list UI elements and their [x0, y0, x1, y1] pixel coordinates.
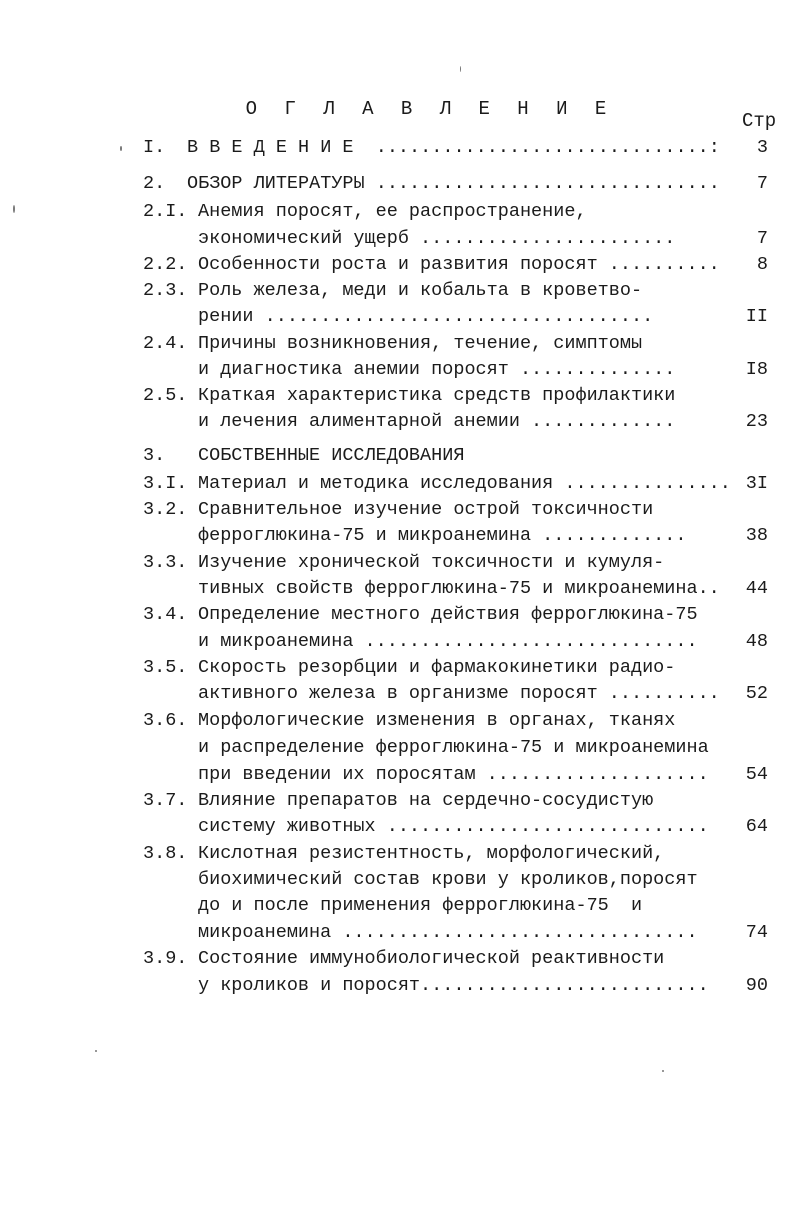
entry-page: II — [745, 306, 768, 327]
entry-number: 2.4. — [143, 333, 188, 354]
entry-number: 3.I. — [143, 473, 188, 494]
entry-line: экономический ущерб ....................... — [198, 228, 676, 249]
entry-line: и микроанемина .............................. — [198, 631, 698, 652]
entry-line: Сравнительное изучение острой токсичности — [198, 499, 654, 520]
entry-page: 90 — [745, 975, 768, 996]
entry-page: 8 — [756, 254, 768, 275]
entry-number: 3.5. — [143, 657, 188, 678]
entry-line: Определение местного действия ферроглюкина-75 — [198, 604, 698, 625]
entry-line: Краткая характеристика средств профилактики — [198, 385, 676, 406]
scan-speck — [95, 1050, 97, 1052]
entry-number: 2.I. — [143, 201, 188, 222]
entry-line: у кроликов и поросят.......................... — [198, 975, 709, 996]
entry-line: и распределение ферроглюкина-75 и микроанемина — [198, 737, 709, 758]
scan-speck — [13, 205, 15, 213]
entry-number: 3. — [143, 445, 166, 466]
page-column-label: Стр — [742, 110, 777, 132]
entry-line: В В Е Д Е Н И Е ..............................: — [187, 137, 720, 158]
entry-page: 7 — [756, 228, 768, 249]
page-title: О Г Л А В Л Е Н И Е — [245, 98, 615, 120]
entry-page: 48 — [745, 631, 768, 652]
entry-line: Изучение хронической токсичности и кумуля- — [198, 552, 665, 573]
entry-page: 54 — [745, 764, 768, 785]
entry-number: 3.9. — [143, 948, 188, 969]
entry-line: Скорость резорбции и фармакокинетики радио- — [198, 657, 676, 678]
entry-number: 2. — [143, 173, 166, 194]
entry-line: ОБЗОР ЛИТЕРАТУРЫ ............................... — [187, 173, 720, 194]
entry-line: ферроглюкина-75 и микроанемина ............. — [198, 525, 687, 546]
scan-speck — [460, 66, 461, 72]
entry-page: 74 — [745, 922, 768, 943]
entry-line: систему животных ............................. — [198, 816, 709, 837]
entry-page: 23 — [745, 411, 768, 432]
entry-page: 3 — [756, 137, 768, 158]
entry-line: тивных свойств ферроглюкина-75 и микроанемина.. — [198, 578, 720, 599]
entry-line: биохимический состав крови у кроликов,поросят — [198, 869, 698, 890]
entry-page: 3I — [745, 473, 768, 494]
entry-number: 2.2. — [143, 254, 188, 275]
entry-line: Материал и методика исследования ............... — [198, 473, 731, 494]
entry-number: 3.6. — [143, 710, 188, 731]
entry-number: 2.3. — [143, 280, 188, 301]
entry-number: I. — [143, 137, 166, 158]
entry-number: 3.7. — [143, 790, 188, 811]
entry-line: и диагностика анемии поросят .............. — [198, 359, 676, 380]
entry-line: микроанемина ................................ — [198, 922, 698, 943]
entry-number: 3.8. — [143, 843, 188, 864]
entry-line: Роль железа, меди и кобальта в кроветво- — [198, 280, 643, 301]
entry-page: I8 — [745, 359, 768, 380]
entry-line: рении ................................... — [198, 306, 654, 327]
entry-line: Морфологические изменения в органах, тканях — [198, 710, 676, 731]
scan-speck — [120, 146, 122, 151]
entry-number: 3.4. — [143, 604, 188, 625]
entry-line: при введении их поросятам .................... — [198, 764, 709, 785]
entry-page: 64 — [745, 816, 768, 837]
entry-page: 7 — [756, 173, 768, 194]
entry-page: 38 — [745, 525, 768, 546]
entry-line: до и после применения ферроглюкина-75 и — [198, 895, 643, 916]
entry-number: 2.5. — [143, 385, 188, 406]
entry-line: Влияние препаратов на сердечно-сосудистую — [198, 790, 654, 811]
entry-line: Причины возникновения, течение, симптомы — [198, 333, 643, 354]
scan-speck — [662, 1070, 664, 1072]
entry-line: Особенности роста и развития поросят .......... — [198, 254, 720, 275]
entry-line: Анемия поросят, ее распространение, — [198, 201, 587, 222]
entry-page: 52 — [745, 683, 768, 704]
entry-page: 44 — [745, 578, 768, 599]
section-heading: СОБСТВЕННЫЕ ИССЛЕДОВАНИЯ — [198, 445, 465, 466]
entry-line: Кислотная резистентность, морфологический, — [198, 843, 665, 864]
entry-line: и лечения алиментарной анемии ............. — [198, 411, 676, 432]
entry-line: Состояние иммунобиологической реактивности — [198, 948, 665, 969]
entry-number: 3.2. — [143, 499, 188, 520]
entry-number: 3.3. — [143, 552, 188, 573]
entry-line: активного железа в организме поросят .......... — [198, 683, 720, 704]
